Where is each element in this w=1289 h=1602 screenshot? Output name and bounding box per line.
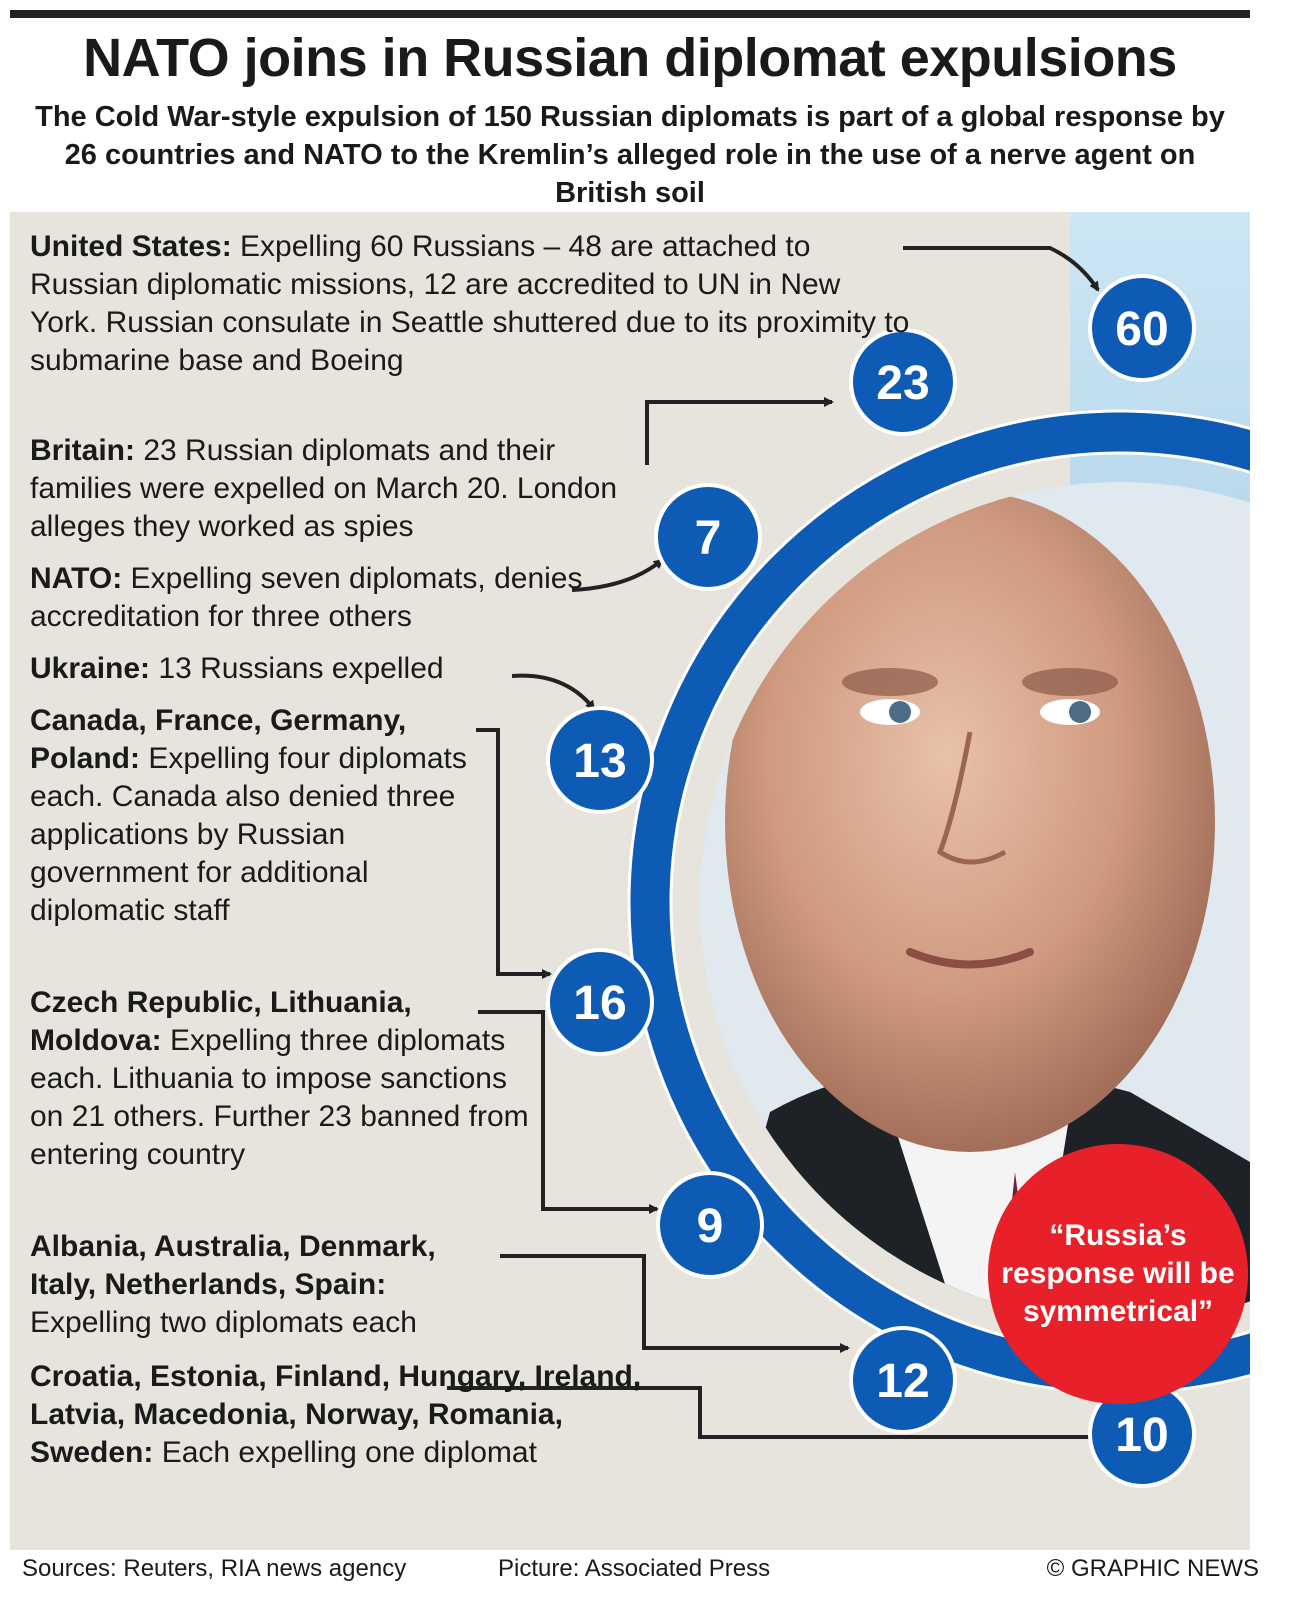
entry-text: Expelling four diplomats each. Canada also denied three applications by Russian government for additional diplomatic staff [30, 742, 467, 927]
picture-credit: Picture: Associated Press [498, 1555, 771, 1582]
entry-label: Britain: [30, 434, 135, 467]
entry-text: Expelling three diplomats each. Lithuania to impose sanctions on 21 others. Further 23 banned from entering country [30, 1024, 529, 1171]
entry-ukraine [30, 650, 550, 688]
count-bubble-label: 12 [876, 1355, 930, 1408]
count-bubble-7 [656, 485, 760, 589]
entry-text: Each expelling one diplomat [153, 1436, 537, 1469]
count-bubble-label: 13 [573, 735, 627, 788]
entry-label: Croatia, Estonia, Finland, Hungary, Ireland, Latvia, Macedonia, Norway, Romania, Sweden: [30, 1360, 642, 1469]
content-panel [10, 212, 1250, 1550]
entry-text: 23 Russian diplomats and their families were expelled on March 20. London alleges they worked as spies [30, 434, 618, 543]
entry-label: Canada, France, Germany, Poland: [30, 704, 407, 775]
entry-label: United States: [30, 230, 232, 263]
sources-credit: Sources: Reuters, RIA news agency [22, 1555, 407, 1582]
entry-czech-lithuania-moldova [30, 984, 530, 1174]
count-bubble-16 [548, 950, 652, 1054]
entry-united-states [30, 228, 910, 380]
subhead: The Cold War-style expulsion of 150 Russian diplomats is part of a global response by 26 countries and NATO to the Kremlin’s alleged role in the use of a nerve agent on British soil [35, 101, 1225, 209]
count-bubble-label: 9 [696, 1200, 724, 1253]
entry-label: Albania, Australia, Denmark, Italy, Netherlands, Spain: [30, 1230, 436, 1301]
quote-bubble: “Russia’s response will be symmetrical” [988, 1144, 1248, 1404]
count-bubble-12 [851, 1328, 955, 1432]
count-bubble-label: 23 [876, 357, 930, 410]
count-bubble-label: 16 [573, 977, 627, 1030]
entry-britain [30, 432, 650, 546]
count-bubble-60 [1090, 276, 1194, 380]
count-bubble-label: 60 [1115, 303, 1169, 356]
entry-canada-france-germany-poland [30, 702, 490, 930]
entry-albania-group [30, 1228, 500, 1342]
entry-label: NATO: [30, 562, 123, 595]
count-bubble-13 [548, 708, 652, 812]
top-rule [10, 10, 1250, 18]
count-bubble-9 [658, 1173, 762, 1277]
count-bubble-label: 10 [1115, 1409, 1169, 1462]
entry-label: Ukraine: [30, 652, 151, 685]
headline: NATO joins in Russian diplomat expulsions [83, 28, 1177, 88]
entry-nato [30, 560, 590, 636]
entry-text: 13 Russians expelled [150, 652, 444, 685]
entry-label: Czech Republic, Lithuania, Moldova: [30, 986, 412, 1057]
entry-croatia-group [30, 1358, 650, 1472]
entry-text: Expelling seven diplomats, denies accreditation for three others [30, 562, 583, 633]
graphic-news-credit: © GRAPHIC NEWS [1046, 1555, 1259, 1582]
count-bubble-label: 7 [694, 512, 722, 565]
entry-text: Expelling two diplomats each [30, 1306, 417, 1339]
entry-text: Expelling 60 Russians – 48 are attached to Russian diplomatic missions, 12 are accredited to UN in New York. Russian consulate in Seattle shuttered due to its proximity to submarine base and Boeing [30, 230, 910, 377]
